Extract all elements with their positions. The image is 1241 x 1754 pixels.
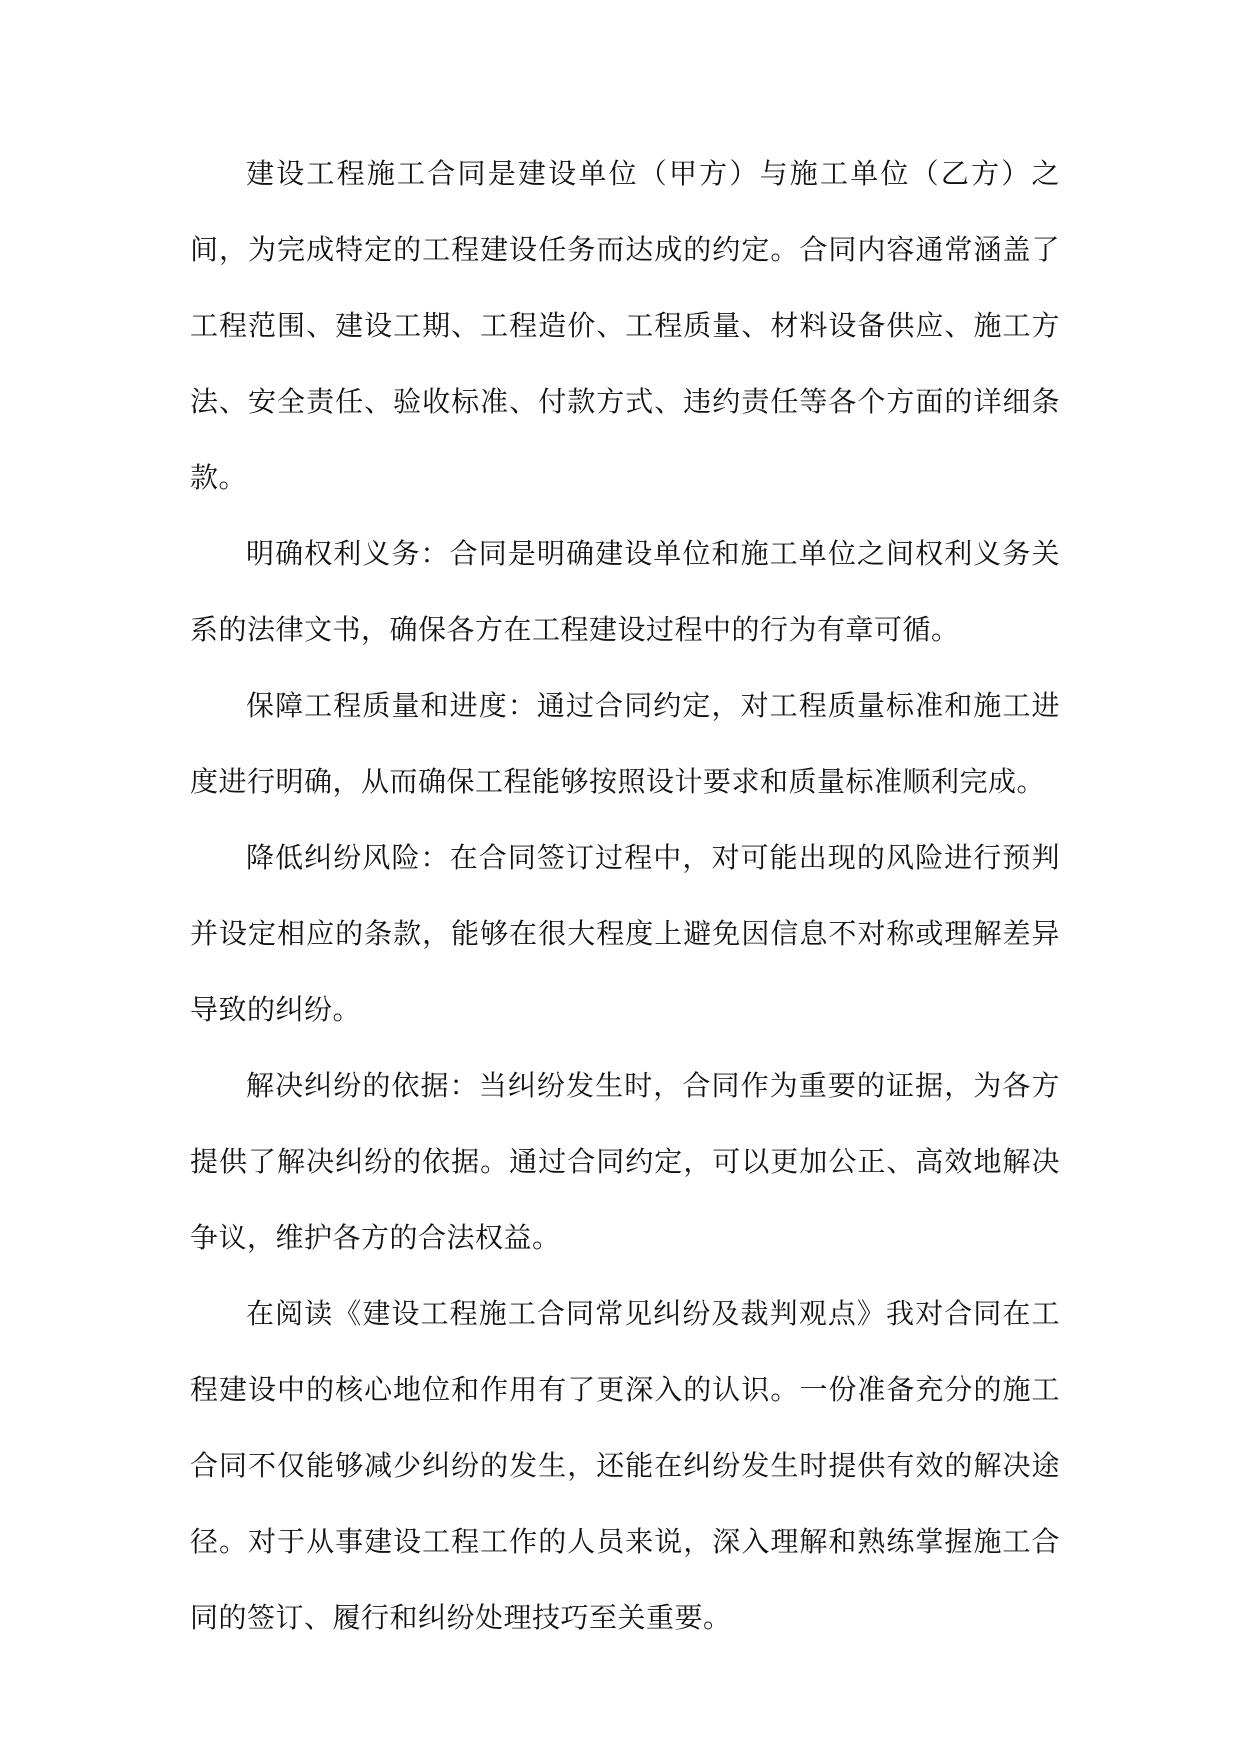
paragraph-quality-progress: 保障工程质量和进度：通过合同约定，对工程质量标准和施工进度进行明确，从而确保工程能够按照设计要求和质量标准顺利完成。 xyxy=(190,689,1060,798)
document-body xyxy=(190,136,1060,1656)
paragraph-rights-obligations: 明确权利义务：合同是明确建设单位和施工单位之间权利义务关系的法律文书，确保各方在工程建设过程中的行为有章可循。 xyxy=(190,537,1060,646)
paragraph-dispute-risk: 降低纠纷风险：在合同签订过程中，对可能出现的风险进行预判并设定相应的条款，能够在很大程度上避免因信息不对称或理解差异导致的纠纷。 xyxy=(190,841,1060,1026)
paragraph-intro: 建设工程施工合同是建设单位（甲方）与施工单位（乙方）之间，为完成特定的工程建设任务而达成的约定。合同内容通常涵盖了工程范围、建设工期、工程造价、工程质量、材料设备供应、施工方法、安全责任、验收标准、付款方式、违约责任等各个方面的详细条款。 xyxy=(190,157,1060,494)
paragraph-dispute-basis: 解决纠纷的依据：当纠纷发生时，合同作为重要的证据，为各方提供了解决纠纷的依据。通过合同约定，可以更加公正、高效地解决争议，维护各方的合法权益。 xyxy=(190,1069,1060,1254)
paragraph-conclusion: 在阅读《建设工程施工合同常见纠纷及裁判观点》我对合同在工程建设中的核心地位和作用有了更深入的认识。一份准备充分的施工合同不仅能够减少纠纷的发生，还能在纠纷发生时提供有效的解决途径。对于从事建设工程工作的人员来说，深入理解和熟练掌握施工合同的签订、履行和纠纷处理技巧至关重要。 xyxy=(190,1297,1060,1634)
